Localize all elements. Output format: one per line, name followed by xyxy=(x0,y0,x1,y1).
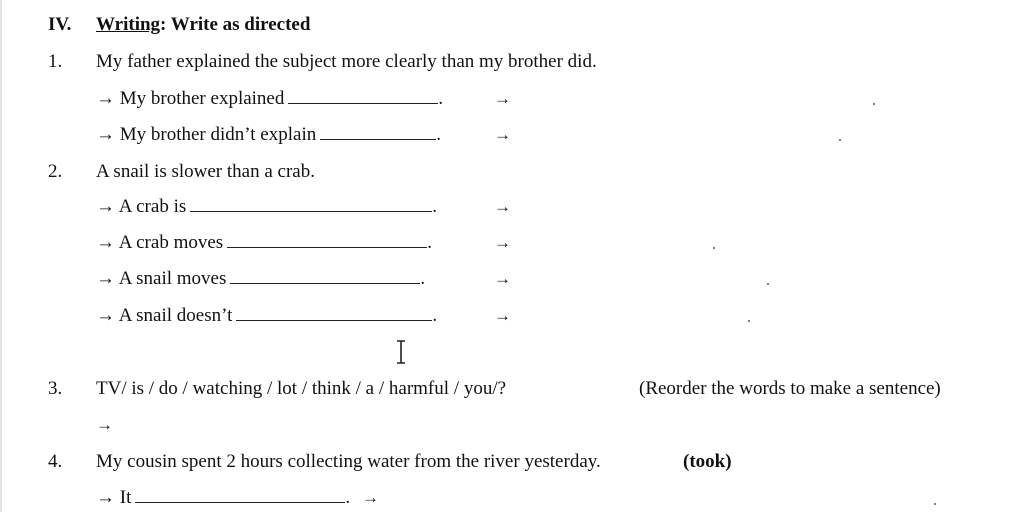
q4-answer-a-prompt: It xyxy=(119,487,132,508)
answer-blank[interactable] xyxy=(288,89,438,104)
q2-answer-a-prompt: A crab is xyxy=(118,196,187,217)
q2-answer-d: → A snail doesn’t . xyxy=(96,305,438,326)
section-title-rest: : Write as directed xyxy=(160,14,311,35)
answer-blank[interactable] xyxy=(230,269,420,284)
text-cursor-icon xyxy=(394,340,408,364)
answer-blank[interactable] xyxy=(320,125,436,140)
q1-answer-b-prompt: My brother didn’t explain xyxy=(119,124,317,145)
arrow-icon: → xyxy=(494,197,511,216)
q3-instruction: (Reorder the words to make a sentence) xyxy=(639,378,941,399)
q2-answer-b: → A crab moves . xyxy=(96,232,432,253)
q2-answer-a: → A crab is . xyxy=(96,196,437,217)
answer-blank[interactable] xyxy=(135,488,345,503)
arrow-icon: → xyxy=(96,124,115,145)
q2-answer-c: → A snail moves . xyxy=(96,268,426,289)
q4-keyword: (took) xyxy=(683,451,732,472)
q4-number: 4. xyxy=(48,451,63,472)
dot-mark xyxy=(934,503,936,505)
dot-mark xyxy=(873,103,875,105)
arrow-icon: → xyxy=(96,232,115,253)
answer-blank[interactable] xyxy=(236,306,432,321)
arrow-icon: → xyxy=(96,88,115,109)
answer-blank[interactable] xyxy=(190,197,432,212)
q1-answer-a: → My brother explained . xyxy=(96,88,444,109)
q1-text: My father explained the subject more clearly than my brother did. xyxy=(96,51,597,72)
section-title-underlined: Writing xyxy=(96,14,161,35)
q1-answer-a-prompt: My brother explained xyxy=(119,88,285,109)
dot-mark xyxy=(767,283,769,285)
q2-number: 2. xyxy=(48,161,63,182)
q2-text: A snail is slower than a crab. xyxy=(96,161,315,182)
q2-answer-b-prompt: A crab moves xyxy=(118,232,224,253)
dot-mark xyxy=(713,247,715,249)
arrow-icon: → xyxy=(494,125,511,144)
section-title xyxy=(96,14,310,36)
arrow-icon: → xyxy=(96,305,115,326)
q2-answer-c-prompt: A snail moves xyxy=(118,268,227,289)
arrow-icon: → xyxy=(96,196,115,217)
arrow-icon: → xyxy=(96,268,115,289)
arrow-icon: → xyxy=(362,488,379,507)
arrow-icon: → xyxy=(494,306,511,325)
section-number: IV. xyxy=(48,14,72,35)
q3-number: 3. xyxy=(48,378,63,399)
dot-mark xyxy=(748,320,750,322)
arrow-icon: → xyxy=(494,233,511,252)
q2-answer-d-prompt: A snail doesn’t xyxy=(118,305,233,326)
arrow-icon: → xyxy=(96,487,115,508)
page-left-edge xyxy=(0,0,2,512)
arrow-icon: → xyxy=(494,269,511,288)
q3-text: TV/ is / do / watching / lot / think / a / harmful / you/? xyxy=(96,378,507,399)
q4-text: My cousin spent 2 hours collecting water from the river yesterday. xyxy=(96,451,601,472)
arrow-icon: → xyxy=(96,415,113,434)
answer-blank[interactable] xyxy=(227,233,427,248)
q4-answer-a: → It . xyxy=(96,487,351,508)
dot-mark xyxy=(839,139,841,141)
q1-number: 1. xyxy=(48,51,63,72)
arrow-icon: → xyxy=(494,89,511,108)
q1-answer-b: → My brother didn’t explain . xyxy=(96,124,441,145)
